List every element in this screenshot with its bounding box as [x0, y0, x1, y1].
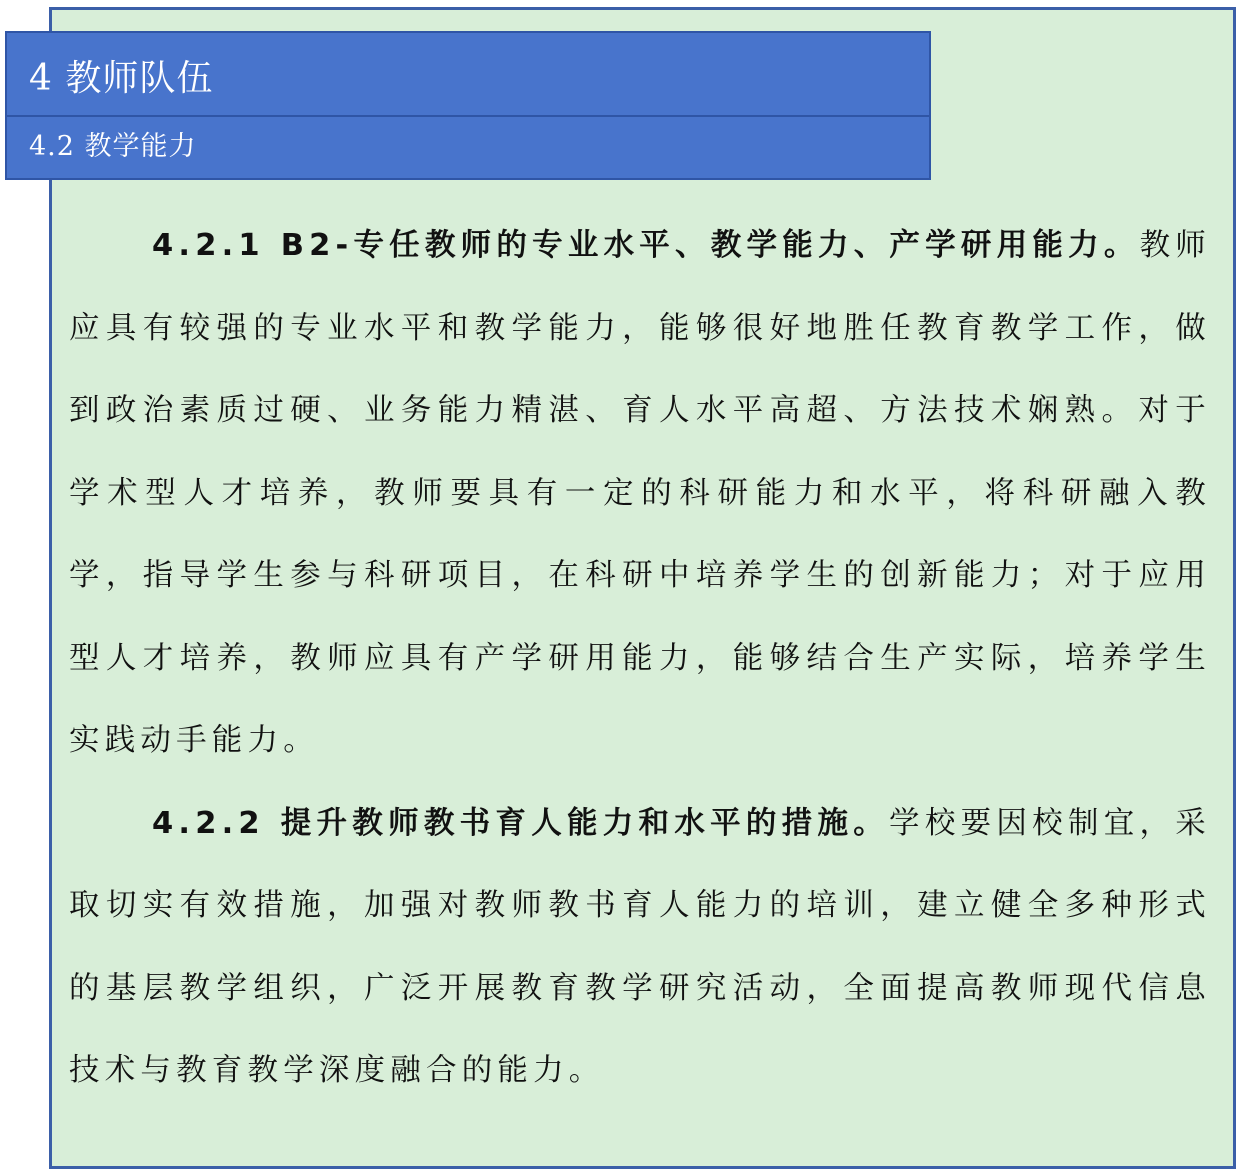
chapter-title: 4 教师队伍	[29, 58, 214, 99]
paragraph-4-2-2	[69, 783, 1211, 1113]
paragraph-text: 学校要因校制宜，采取切实有效措施，加强对教师教书育人能力的培训，建立健全多种形式的基层教学组织，广泛开展教育教学研究活动，全面提高教师现代信息技术与教育教学深度融合的能力。	[69, 805, 1211, 1088]
paragraph-4-2-1	[69, 205, 1211, 783]
document-body	[69, 205, 1211, 1113]
section-banner	[5, 115, 931, 180]
paragraph-text: 教师应具有较强的专业水平和教学能力，能够很好地胜任教育教学工作，做到政治素质过硬、业务能力精湛、育人水平高超、方法技术娴熟。对于学术型人才培养，教师要具有一定的科研能力和水平，将科研融入教学，指导学生参与科研项目，在科研中培养学生的创新能力；对于应用型人才培养，教师应具有产学研用能力，能够结合生产实际，培养学生实践动手能力。	[69, 228, 1211, 758]
paragraph-heading: 4.2.1 B2-专任教师的专业水平、教学能力、产学研用能力。	[152, 228, 1140, 263]
chapter-banner	[5, 31, 931, 117]
section-title: 4.2 教学能力	[29, 131, 197, 162]
paragraph-heading: 4.2.2 提升教师教书育人能力和水平的措施。	[152, 805, 890, 841]
